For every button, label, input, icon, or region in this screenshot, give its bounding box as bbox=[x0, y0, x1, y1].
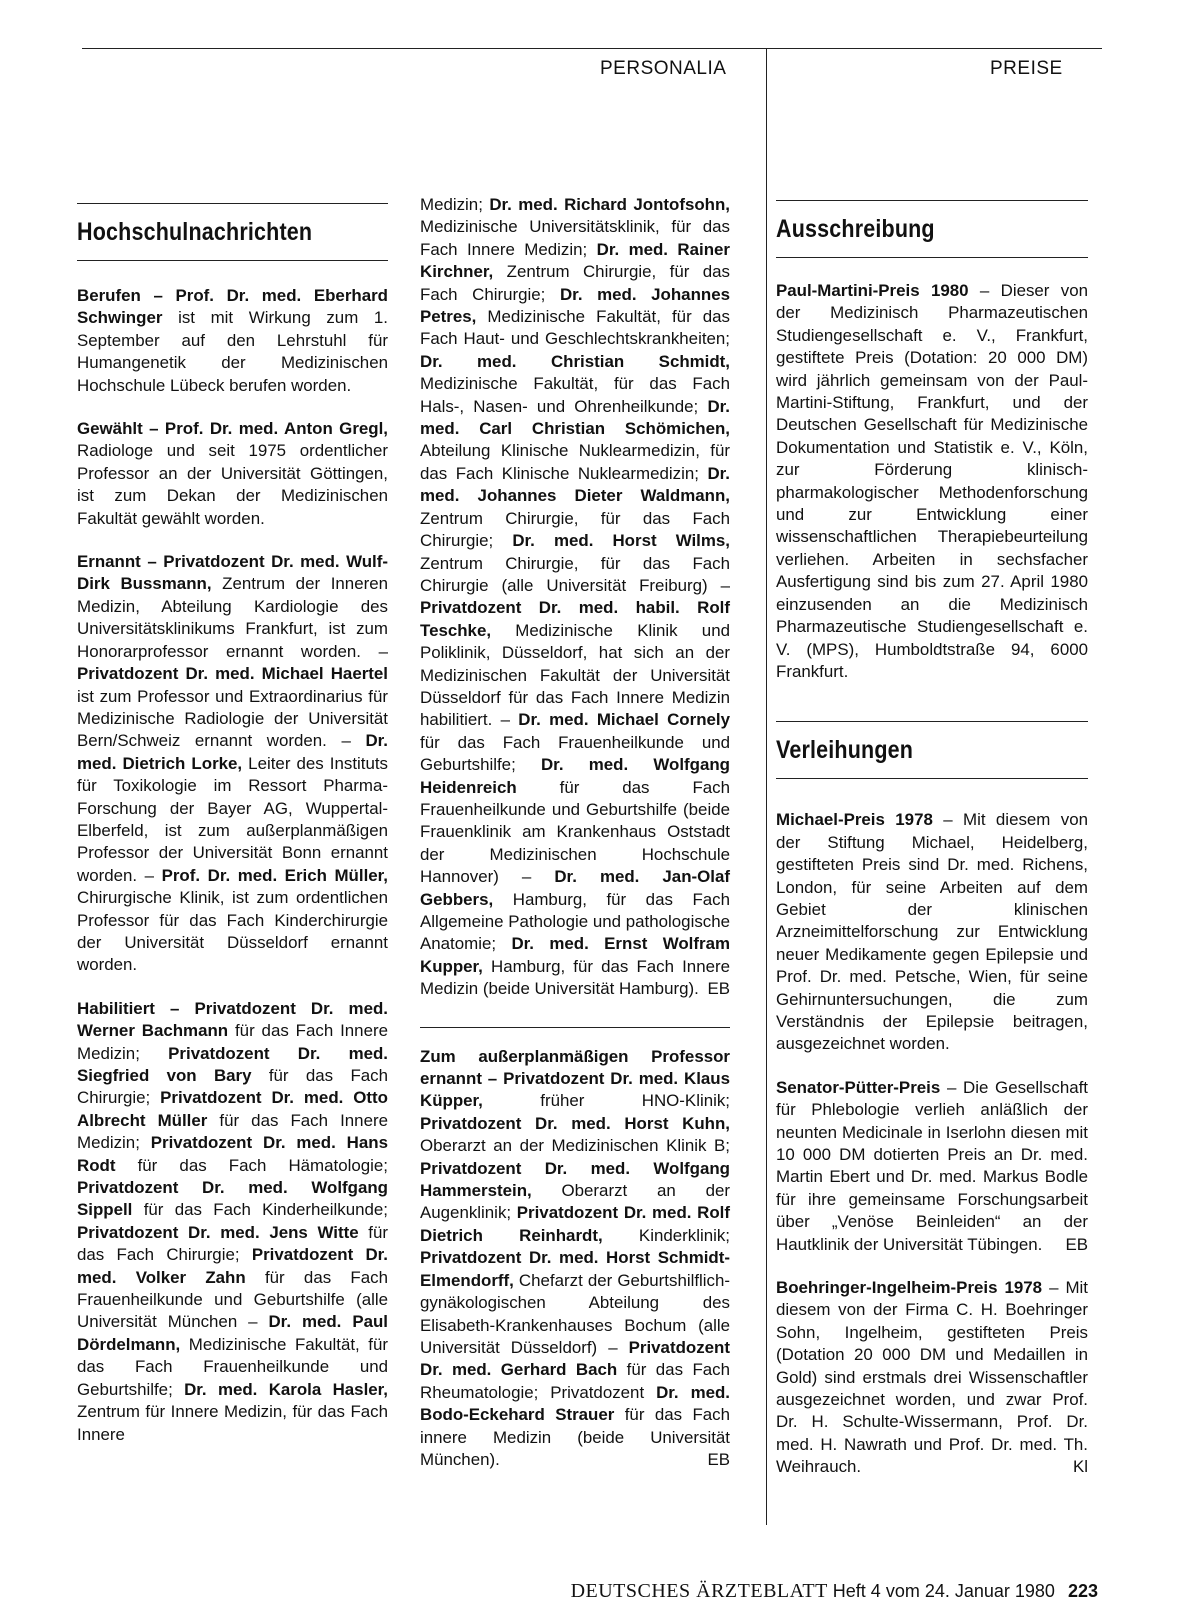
section-header-preise: PREISE bbox=[990, 58, 1063, 79]
paragraph-habilitiert-continued: Medizin; Dr. med. Richard Jontofsohn, Medizinische Universitätsklinik, für das Fach Innere Medizin; Dr. med. Rainer Kirchner, Zentrum Chirurgie, für das Fach Chirurgie; Dr. med. Johannes Petres, Medizinische Fakultät, für das Fach Haut- und Geschlechtskrankheiten; Dr. med. Christian Schmidt, Medizinische Fakultät, für das Fach Hals-, Nasen- und Ohrenheilkunde; Dr. med. Carl Christian Schömichen, Abteilung Klinische Nuklearmedizin, für das Fach Klinische Nuklearmedizin; Dr. med. Johannes Dieter Waldmann, Zentrum Chirurgie, für das Fach Chirurgie; Dr. med. Horst Wilms, Zentrum Chirurgie, für das Fach Chirurgie (alle Universität Freiburg) – Privatdozent Dr. med. habil. Rolf Teschke, Medizinische Klinik und Poliklinik, Düsseldorf, hat sich an der Medizinischen Fakultät der Universität Düsseldorf für das Fach Innere Medizin habilitiert. – Dr. med. Michael Cornely für das Fach Frauenheilkunde und Geburtshilfe; Dr. med. Wolfgang Heidenreich für das Fach Frauenheilkunde und Geburtshilfe (beide Frauenklinik am Krankenhaus Oststadt der Medizinischen Hochschule Hannover) – Dr. med. Jan-Olaf Gebbers, Hamburg, für das Fach Allgemeine Pathologie und pathologische Anatomie; Dr. med. Ernst Wolfram Kupper, Hamburg, für das Fach Innere Medizin (beide Universität Hamburg). EB bbox=[420, 194, 730, 1001]
paragraph-apl-professor: Zum außerplanmäßigen Professor ernannt – Privatdozent Dr. med. Klaus Küpper, früher HNO-Klinik; Privatdozent Dr. med. Horst Kuhn, Oberarzt an der Medizinischen Klinik B; Privatdozent Dr. med. Wolfgang Hammerstein, Oberarzt an der Augenklinik; Privatdozent Dr. med. Rolf Dietrich Reinhardt, Kinderklinik; Privatdozent Dr. med. Horst Schmidt-Elmendorff, Chefarzt der Geburtshilflich-gynäkologischen Abteilung des Elisabeth-Krankenhauses Bochum (alle Universität Düsseldorf) – Privatdozent Dr. med. Gerhard Bach für das Fach Rheumatologie; Privatdozent Dr. med. Bodo-Eckehard Strauer für das Fach innere Medizin (beide Universität München). EB bbox=[420, 1027, 730, 1472]
journal-name: DEUTSCHES ÄRZTEBLATT bbox=[570, 1580, 828, 1602]
column-divider bbox=[766, 48, 767, 1525]
heading-hochschulnachrichten bbox=[77, 203, 388, 261]
column-3 bbox=[776, 200, 1088, 1479]
heading-verleihungen bbox=[776, 721, 1088, 779]
column-2 bbox=[420, 194, 730, 1471]
author-signature: EB bbox=[707, 1449, 730, 1469]
heading-ausschreibung bbox=[776, 200, 1088, 258]
paragraph-michael-preis: Michael-Preis 1978 – Mit diesem von der Stiftung Michael, Heidelberg, gestifteten Preis sind Dr. med. Richens, London, für seine Arbeiten auf dem Gebiet der klinischen Arzneimittelforschung zur Entwicklung neuer Medikamente gegen Epilepsie und Prof. Dr. med. Petsche, Wien, für seine Gehirnuntersuchungen, die zum Verständnis der Epilepsie beitragen, ausgezeichnet worden. bbox=[776, 810, 1088, 1054]
paragraph-boehringer-ingelheim-preis: Boehringer-Ingelheim-Preis 1978 – Mit diesem von der Firma C. H. Boehringer Sohn, Ingelheim, gestifteten Preis (Dotation 20 000 DM und Medaillen in Gold) sind erstmals drei Wissenschaftler ausgezeichnet worden, und zwar Prof. Dr. H. Schulte-Wissermann, Prof. Dr. med. H. Nawrath und Prof. Dr. med. Th. Weihrauch. Kl bbox=[776, 1277, 1088, 1479]
page-number: 223 bbox=[1067, 1581, 1098, 1601]
author-signature: EB bbox=[1065, 1234, 1088, 1254]
paragraph-ernannt: Ernannt – Privatdozent Dr. med. Wulf-Dirk Bussmann, Zentrum der Inneren Medizin, Abteilung Kardiologie des Universitätsklinikums Frankfurt, ist zum Honorarprofessor ernannt worden. – Privatdozent Dr. med. Michael Haertel ist zum Professor und Extraordinarius für Medizinische Radiologie der Universität Bern/Schweiz ernannt worden. – Dr. med. Dietrich Lorke, Leiter des Instituts für Toxikologie im Ressort Pharma-Forschung der Bayer AG, Wuppertal-Elberfeld, ist zum außerplanmäßigen Professor der Universität Bonn ernannt worden. – Prof. Dr. med. Erich Müller, Chirurgische Klinik, ist zum ordentlichen Professor für das Fach Kinderchirurgie der Universität Düsseldorf ernannt worden. bbox=[77, 552, 388, 975]
section-title: Ausschreibung bbox=[776, 214, 935, 243]
section-title: Hochschulnachrichten bbox=[77, 217, 313, 246]
page-footer bbox=[571, 1580, 1098, 1603]
author-signature: EB bbox=[707, 979, 730, 999]
paragraph-gewaehlt: Gewählt – Prof. Dr. med. Anton Gregl, Radiologe und seit 1975 ordentlicher Professor an der Universität Göttingen, ist zum Dekan der Medizinischen Fakultät gewählt worden. bbox=[77, 419, 388, 528]
paragraph-berufen: Berufen – Prof. Dr. med. Eberhard Schwinger ist mit Wirkung zum 1. September auf den Lehrstuhl für Humangenetik der Medizinischen Hochschule Lübeck berufen worden. bbox=[77, 286, 388, 395]
author-signature: Kl bbox=[1072, 1457, 1088, 1477]
paragraph-habilitiert: Habilitiert – Privatdozent Dr. med. Werner Bachmann für das Fach Innere Medizin; Privatdozent Dr. med. Siegfried von Bary für das Fach Chirurgie; Privatdozent Dr. med. Otto Albrecht Müller für das Fach Innere Medizin; Privatdozent Dr. med. Hans Rodt für das Fach Hämatologie; Privatdozent Dr. med. Wolfgang Sippell für das Fach Kinderheilkunde; Privatdozent Dr. med. Jens Witte für das Fach Chirurgie; Privatdozent Dr. med. Volker Zahn für das Fach Frauenheilkunde und Geburtshilfe (alle Universität München – Dr. med. Paul Dördelmann, Medizinische Fakultät, für das Fach Frauenheilkunde und Geburtshilfe; Dr. med. Karola Hasler, Zentrum für Innere Medizin, für das Fach Innere bbox=[77, 998, 389, 1444]
issue-info: Heft 4 vom 24. Januar 1980 bbox=[832, 1581, 1055, 1601]
paragraph-paul-martini-preis: Paul-Martini-Preis 1980 – Dieser von der Medizinisch Pharmazeutischen Studiengesellschaft e. V., Frankfurt, gestiftete Preis (Dotation: 20 000 DM) wird jährlich gemeinsam von der Paul-Martini-Stiftung, Frankfurt, und der Deutschen Gesellschaft für Medizinische Dokumentation und Statistik e. V., Köln, zur Förderung klinisch-pharmakologischer Methodenforschung und zur Entwicklung einer wissenschaftlichen Therapiebeurteilung verliehen. Arbeiten in sechsfacher Ausfertigung sind bis zum 27. April 1980 einzusenden an die Medizinisch Pharmazeutische Studiengesellschaft e. V. (MPS), Humboldtstraße 94, 6000 Frankfurt. bbox=[776, 281, 1089, 681]
column-1 bbox=[77, 203, 388, 1446]
header-rule bbox=[82, 48, 1102, 49]
section-header-personalia: PERSONALIA bbox=[600, 58, 727, 79]
section-title: Verleihungen bbox=[776, 736, 914, 765]
paragraph-senator-puetter-preis: Senator-Pütter-Preis – Die Gesellschaft für Phlebologie verlieh anläßlich der neunten Medicinale in Iserlohn diesen mit 10 000 DM dotierten Preis an Dr. med. Martin Ebert und Dr. med. Markus Bodle für ihre gemeinsame Forschungsarbeit über „Venöse Beinleiden“ an der Hautklinik der Universität Tübingen. EB bbox=[776, 1077, 1088, 1256]
